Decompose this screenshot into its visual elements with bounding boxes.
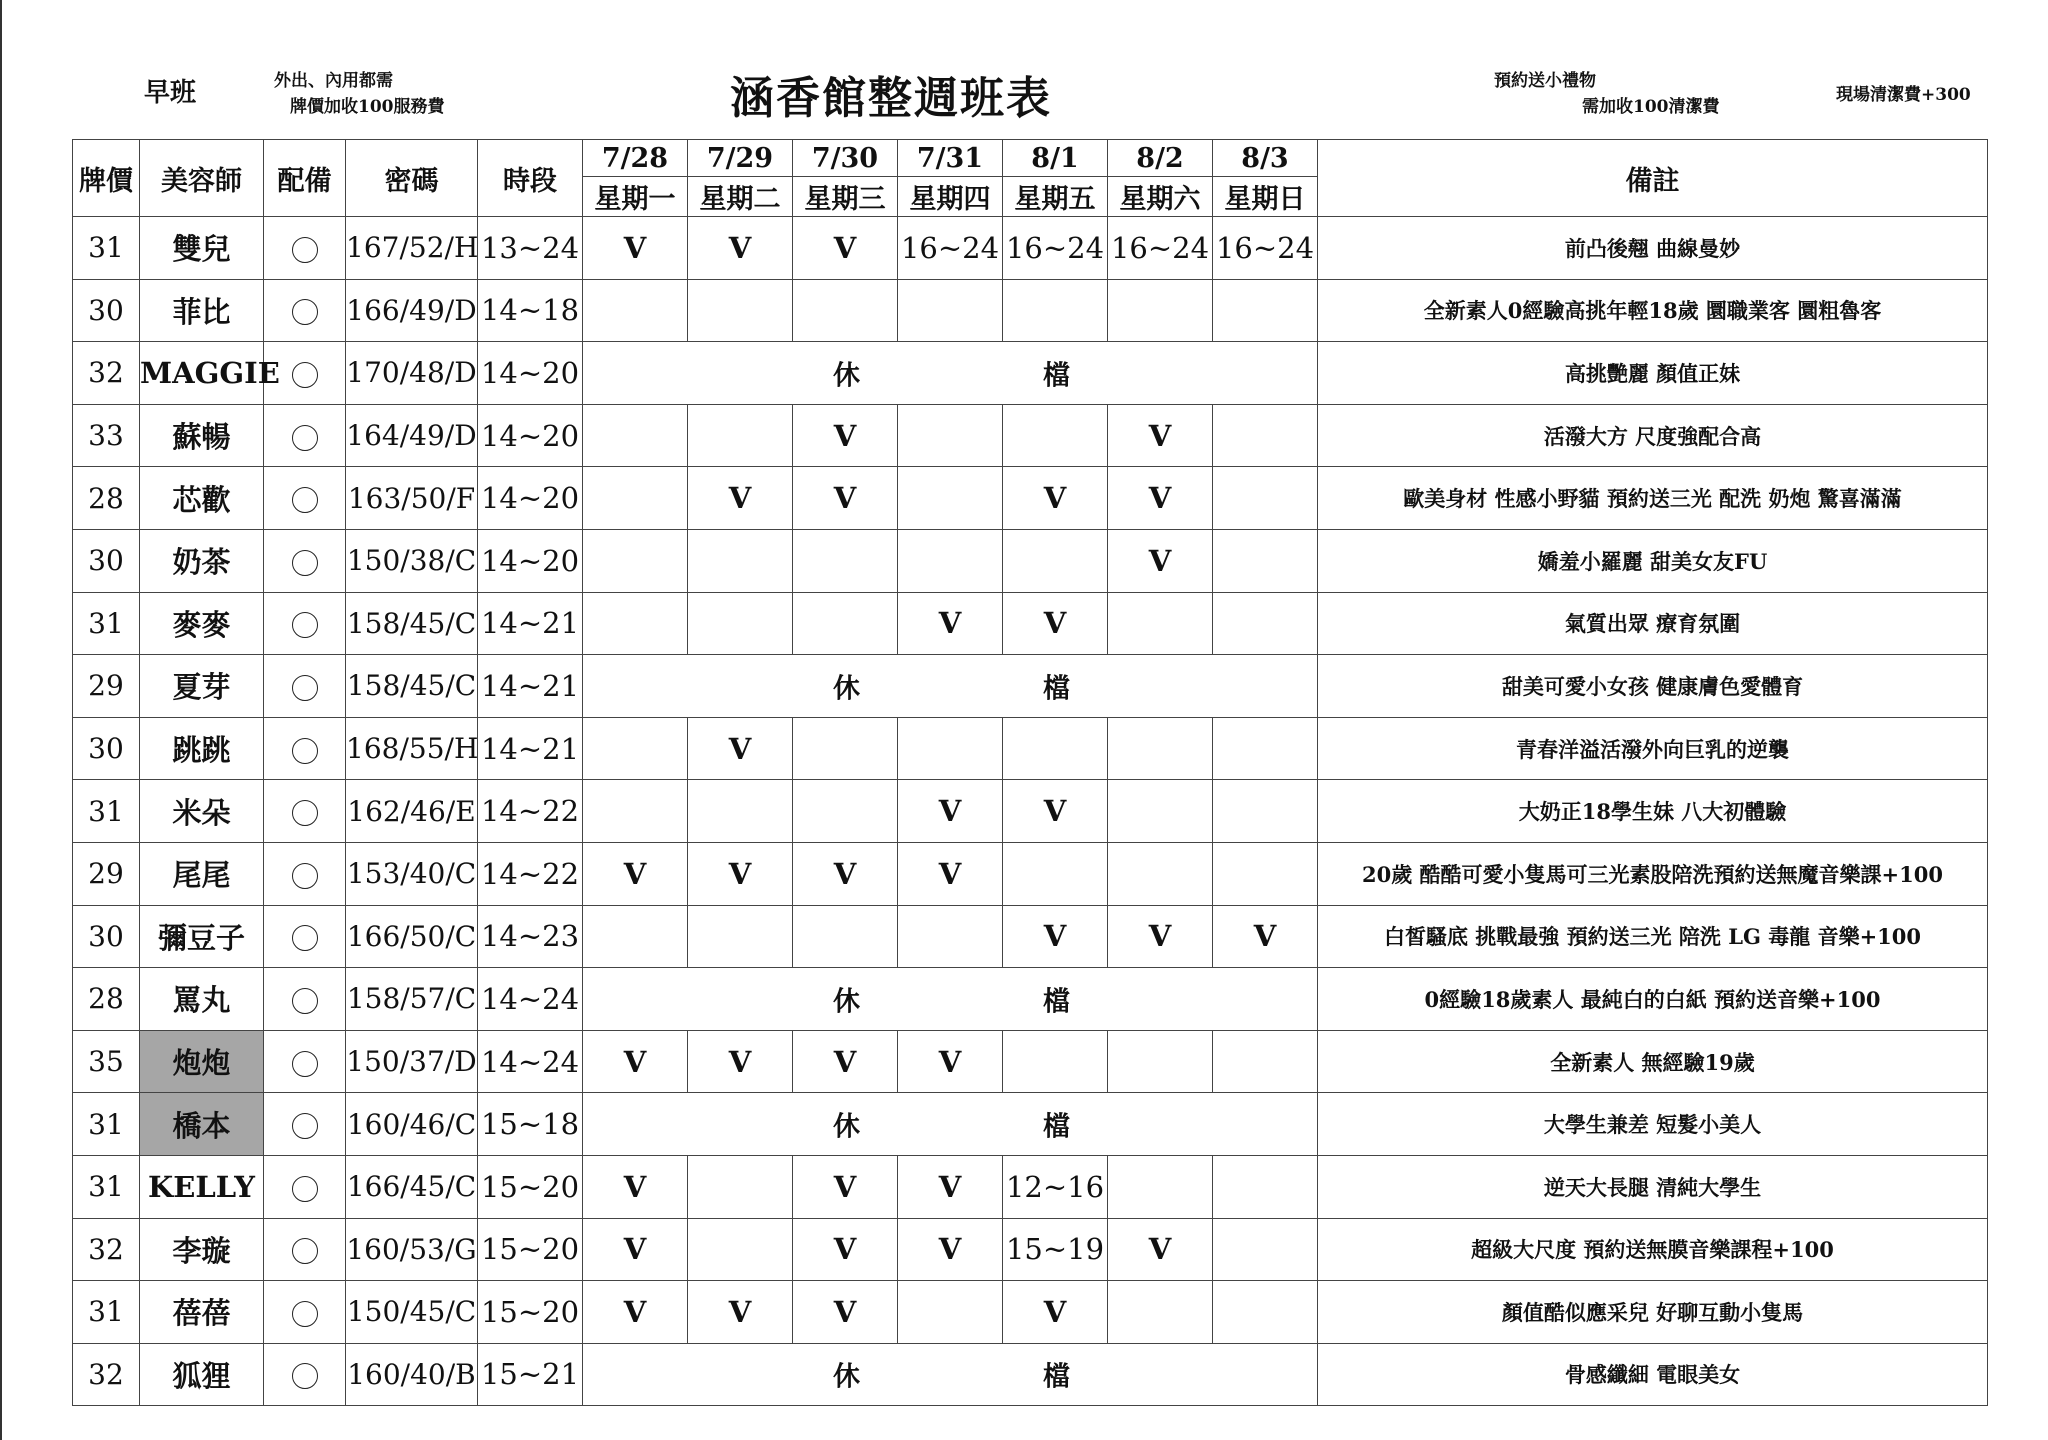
day-cell: V (898, 1218, 1003, 1281)
day-cell (1213, 592, 1318, 655)
equip-cell (264, 1343, 346, 1406)
equip-cell (264, 279, 346, 342)
day-cell (898, 279, 1003, 342)
remark-cell: 大學生兼差 短髮小美人 (1318, 1093, 1988, 1156)
price-cell: 29 (73, 842, 140, 905)
day-cell: V (898, 1030, 1003, 1093)
table-row (73, 342, 1988, 405)
slot-cell: 14~23 (478, 905, 583, 968)
header-weekday: 星期五 (1003, 177, 1108, 217)
day-cell (688, 279, 793, 342)
equip-cell (264, 780, 346, 843)
price-cell: 28 (73, 467, 140, 530)
table-row (73, 655, 1988, 718)
remark-cell: 前凸後翹 曲線曼妙 (1318, 217, 1988, 280)
day-cell (1108, 1281, 1213, 1344)
day-cell (583, 592, 688, 655)
header-weekday: 星期六 (1108, 177, 1213, 217)
equip-cell (264, 905, 346, 968)
stylist-name: 米朵 (140, 780, 264, 843)
remark-cell: 骨感纖細 電眼美女 (1318, 1343, 1988, 1406)
off-rest-label: 休 (833, 1111, 860, 1143)
table-row (73, 1218, 1988, 1281)
equip-cell (264, 968, 346, 1031)
remark-cell: 活潑大方 尺度強配合高 (1318, 404, 1988, 467)
off-rest-label: 休 (833, 986, 860, 1018)
day-cell (1213, 1281, 1318, 1344)
password-cell: 164/49/D (346, 404, 478, 467)
stylist-name: 李璇 (140, 1218, 264, 1281)
day-cell: 16~24 (898, 217, 1003, 280)
off-doc-label: 檔 (1043, 1361, 1070, 1393)
equip-circle-icon (292, 800, 318, 826)
day-cell (898, 905, 1003, 968)
password-cell: 153/40/C (346, 842, 478, 905)
remark-cell: 歐美身材 性感小野貓 預約送三光 配洗 奶炮 驚喜滿滿 (1318, 467, 1988, 530)
equip-cell (264, 1155, 346, 1218)
header-slot: 時段 (478, 140, 583, 217)
day-cell: V (688, 217, 793, 280)
table-row (73, 717, 1988, 780)
price-cell: 31 (73, 1093, 140, 1156)
table-row (73, 1155, 1988, 1218)
header-date: 8/2 (1108, 140, 1213, 177)
off-cell (583, 342, 1318, 405)
price-cell: 32 (73, 342, 140, 405)
day-cell (583, 404, 688, 467)
day-cell (1108, 1030, 1213, 1093)
stylist-name: 雙兒 (140, 217, 264, 280)
header-date: 7/29 (688, 140, 793, 177)
off-cell (583, 1093, 1318, 1156)
header-price: 牌價 (73, 140, 140, 217)
table-row (73, 1343, 1988, 1406)
equip-cell (264, 1093, 346, 1156)
equip-circle-icon (292, 1238, 318, 1264)
day-cell (1213, 404, 1318, 467)
schedule-body (73, 217, 1988, 1406)
password-cell: 158/57/C (346, 968, 478, 1031)
header-remark: 備註 (1318, 140, 1988, 217)
day-cell (1003, 279, 1108, 342)
equip-circle-icon (292, 550, 318, 576)
off-rest-label: 休 (833, 673, 860, 705)
remark-cell: 青春洋溢活潑外向巨乳的逆襲 (1318, 717, 1988, 780)
table-row (73, 467, 1988, 530)
table-row (73, 279, 1988, 342)
slot-cell: 15~18 (478, 1093, 583, 1156)
day-cell (1213, 780, 1318, 843)
header-weekday: 星期日 (1213, 177, 1318, 217)
table-row (73, 968, 1988, 1031)
day-cell: V (1003, 467, 1108, 530)
day-cell (1108, 1155, 1213, 1218)
cleaning-fee-note: 現場清潔費+300 (1836, 85, 1971, 105)
equip-circle-icon (292, 1363, 318, 1389)
table-row (73, 1093, 1988, 1156)
remark-cell: 全新素人0經驗高挑年輕18歲 圜職業客 圜粗魯客 (1318, 279, 1988, 342)
day-cell (1213, 279, 1318, 342)
gift-note-line2: 需加收100清潔費 (1582, 97, 1720, 117)
day-cell: V (793, 467, 898, 530)
slot-cell: 14~21 (478, 717, 583, 780)
stylist-name: 彌豆子 (140, 905, 264, 968)
stylist-name: 跳跳 (140, 717, 264, 780)
header-equip: 配備 (264, 140, 346, 217)
header-weekday: 星期二 (688, 177, 793, 217)
day-cell: V (688, 1030, 793, 1093)
header-weekday: 星期四 (898, 177, 1003, 217)
equip-circle-icon (292, 738, 318, 764)
day-cell (898, 1281, 1003, 1344)
off-cell (583, 1343, 1318, 1406)
equip-cell (264, 717, 346, 780)
day-cell (1213, 1030, 1318, 1093)
password-cell: 167/52/H (346, 217, 478, 280)
day-cell (688, 404, 793, 467)
stylist-name: 橋本 (140, 1093, 264, 1156)
table-row (73, 842, 1988, 905)
day-cell: V (898, 842, 1003, 905)
off-doc-label: 檔 (1043, 1111, 1070, 1143)
stylist-name: KELLY (140, 1155, 264, 1218)
slot-cell: 15~20 (478, 1218, 583, 1281)
day-cell: 12~16 (1003, 1155, 1108, 1218)
equip-cell (264, 842, 346, 905)
day-cell: V (898, 1155, 1003, 1218)
schedule-table (72, 139, 1988, 1406)
day-cell: V (1003, 780, 1108, 843)
slot-cell: 14~20 (478, 404, 583, 467)
day-cell: V (583, 1030, 688, 1093)
day-cell: V (793, 1218, 898, 1281)
equip-circle-icon (292, 1051, 318, 1077)
stylist-name: 罵丸 (140, 968, 264, 1031)
day-cell: V (1003, 592, 1108, 655)
day-cell: V (583, 217, 688, 280)
equip-circle-icon (292, 1176, 318, 1202)
day-cell: 16~24 (1003, 217, 1108, 280)
table-row (73, 529, 1988, 592)
stylist-name: 尾尾 (140, 842, 264, 905)
table-row (73, 217, 1988, 280)
remark-cell: 氣質出眾 療育氛圍 (1318, 592, 1988, 655)
password-cell: 162/46/E (346, 780, 478, 843)
password-cell: 170/48/D (346, 342, 478, 405)
remark-cell: 甜美可愛小女孩 健康膚色愛體育 (1318, 655, 1988, 718)
header-date: 7/28 (583, 140, 688, 177)
day-cell (898, 404, 1003, 467)
equip-circle-icon (292, 299, 318, 325)
price-cell: 31 (73, 780, 140, 843)
day-cell (793, 780, 898, 843)
day-cell: V (1003, 905, 1108, 968)
off-doc-label: 檔 (1043, 360, 1070, 392)
day-cell: V (583, 1281, 688, 1344)
day-cell (1003, 404, 1108, 467)
slot-cell: 14~20 (478, 342, 583, 405)
day-cell (793, 592, 898, 655)
day-cell: V (793, 842, 898, 905)
off-label (583, 655, 1317, 717)
equip-circle-icon (292, 487, 318, 513)
slot-cell: 14~20 (478, 467, 583, 530)
day-cell (1213, 1218, 1318, 1281)
off-rest-label: 休 (833, 360, 860, 392)
password-cell: 160/46/C (346, 1093, 478, 1156)
stylist-name: 芯歡 (140, 467, 264, 530)
price-cell: 31 (73, 217, 140, 280)
slot-cell: 15~21 (478, 1343, 583, 1406)
stylist-name: 蓓蓓 (140, 1281, 264, 1344)
remark-cell: 逆天大長腿 清純大學生 (1318, 1155, 1988, 1218)
off-label (583, 1344, 1317, 1406)
password-cell: 158/45/C (346, 655, 478, 718)
day-cell: V (793, 1281, 898, 1344)
off-label (583, 1093, 1317, 1155)
price-cell: 31 (73, 1155, 140, 1218)
day-cell (1213, 717, 1318, 780)
day-cell (688, 780, 793, 843)
password-cell: 150/38/C (346, 529, 478, 592)
day-cell: V (1213, 905, 1318, 968)
price-cell: 32 (73, 1343, 140, 1406)
remark-cell: 高挑艷麗 顏值正妹 (1318, 342, 1988, 405)
off-label (583, 968, 1317, 1030)
day-cell (898, 717, 1003, 780)
stylist-name: 麥麥 (140, 592, 264, 655)
equip-cell (264, 404, 346, 467)
header-weekday: 星期三 (793, 177, 898, 217)
off-cell (583, 968, 1318, 1031)
day-cell (583, 529, 688, 592)
day-cell: V (793, 1155, 898, 1218)
password-cell: 166/49/D (346, 279, 478, 342)
password-cell: 160/40/B (346, 1343, 478, 1406)
day-cell: V (793, 1030, 898, 1093)
equip-circle-icon (292, 1113, 318, 1139)
day-cell (688, 1218, 793, 1281)
day-cell (1108, 592, 1213, 655)
password-cell: 168/55/H (346, 717, 478, 780)
day-cell (793, 905, 898, 968)
stylist-name: 夏芽 (140, 655, 264, 718)
day-cell (1108, 842, 1213, 905)
day-cell: 15~19 (1003, 1218, 1108, 1281)
stylist-name: 炮炮 (140, 1030, 264, 1093)
header-date: 8/3 (1213, 140, 1318, 177)
equip-cell (264, 467, 346, 530)
day-cell (793, 279, 898, 342)
remark-cell: 全新素人 無經驗19歲 (1318, 1030, 1988, 1093)
day-cell: V (688, 467, 793, 530)
day-cell: V (688, 1281, 793, 1344)
equip-circle-icon (292, 425, 318, 451)
remark-cell: 超級大尺度 預約送無膜音樂課程+100 (1318, 1218, 1988, 1281)
equip-circle-icon (292, 1301, 318, 1327)
day-cell (1213, 1155, 1318, 1218)
price-cell: 28 (73, 968, 140, 1031)
day-cell (583, 905, 688, 968)
day-cell: 16~24 (1213, 217, 1318, 280)
password-cell: 166/50/C (346, 905, 478, 968)
header-stylist: 美容師 (140, 140, 264, 217)
price-cell: 35 (73, 1030, 140, 1093)
stylist-name: 狐狸 (140, 1343, 264, 1406)
day-cell (898, 467, 1003, 530)
day-cell (1213, 842, 1318, 905)
day-cell (583, 279, 688, 342)
day-cell (793, 529, 898, 592)
day-cell (1108, 279, 1213, 342)
price-cell: 30 (73, 717, 140, 780)
day-cell (1003, 842, 1108, 905)
equip-cell (264, 592, 346, 655)
price-cell: 31 (73, 1281, 140, 1344)
remark-cell: 嬌羞小羅麗 甜美女友FU (1318, 529, 1988, 592)
day-cell: V (1108, 404, 1213, 467)
slot-cell: 15~20 (478, 1281, 583, 1344)
day-cell: V (583, 1155, 688, 1218)
equip-cell (264, 655, 346, 718)
equip-cell (264, 529, 346, 592)
price-cell: 33 (73, 404, 140, 467)
password-cell: 150/37/D (346, 1030, 478, 1093)
password-cell: 166/45/C (346, 1155, 478, 1218)
day-cell (1003, 1030, 1108, 1093)
price-cell: 30 (73, 529, 140, 592)
header-date: 7/31 (898, 140, 1003, 177)
header-date: 8/1 (1003, 140, 1108, 177)
slot-cell: 14~22 (478, 842, 583, 905)
day-cell: V (793, 217, 898, 280)
price-cell: 30 (73, 905, 140, 968)
equip-circle-icon (292, 863, 318, 889)
table-row (73, 1281, 1988, 1344)
day-cell: V (898, 592, 1003, 655)
equip-cell (264, 1281, 346, 1344)
day-cell (688, 529, 793, 592)
day-cell: V (1108, 467, 1213, 530)
equip-circle-icon (292, 925, 318, 951)
shift-label: 早班 (144, 78, 197, 108)
day-cell: V (898, 780, 1003, 843)
price-cell: 32 (73, 1218, 140, 1281)
password-cell: 163/50/F (346, 467, 478, 530)
slot-cell: 15~20 (478, 1155, 583, 1218)
day-cell: V (1108, 905, 1213, 968)
gift-note-line1: 預約送小禮物 (1494, 71, 1596, 91)
table-row (73, 780, 1988, 843)
day-cell (1213, 467, 1318, 530)
service-fee-note-line2: 牌價加收100服務費 (290, 97, 445, 117)
stylist-name: 蘇暢 (140, 404, 264, 467)
day-cell: V (1108, 529, 1213, 592)
day-cell: V (583, 1218, 688, 1281)
equip-circle-icon (292, 362, 318, 388)
day-cell: 16~24 (1108, 217, 1213, 280)
day-cell (583, 467, 688, 530)
equip-cell (264, 217, 346, 280)
day-cell: V (688, 842, 793, 905)
day-cell (1108, 780, 1213, 843)
day-cell: V (1003, 1281, 1108, 1344)
remark-cell: 白皙騷底 挑戰最強 預約送三光 陪洗 LG 毒龍 音樂+100 (1318, 905, 1988, 968)
price-cell: 30 (73, 279, 140, 342)
remark-cell: 0經驗18歲素人 最純白的白紙 預約送音樂+100 (1318, 968, 1988, 1031)
off-doc-label: 檔 (1043, 673, 1070, 705)
off-cell (583, 655, 1318, 718)
day-cell: V (793, 404, 898, 467)
password-cell: 160/53/G (346, 1218, 478, 1281)
header-date: 7/30 (793, 140, 898, 177)
slot-cell: 14~20 (478, 529, 583, 592)
password-cell: 150/45/C (346, 1281, 478, 1344)
day-cell (688, 592, 793, 655)
equip-cell (264, 1030, 346, 1093)
slot-cell: 14~24 (478, 968, 583, 1031)
table-row (73, 1030, 1988, 1093)
day-cell (1003, 717, 1108, 780)
stylist-name: 奶茶 (140, 529, 264, 592)
equip-circle-icon (292, 237, 318, 263)
price-cell: 31 (73, 592, 140, 655)
day-cell (583, 780, 688, 843)
page-title: 涵香館整週班表 (730, 73, 1052, 124)
day-cell (688, 905, 793, 968)
equip-circle-icon (292, 675, 318, 701)
off-label (583, 342, 1317, 404)
slot-cell: 14~21 (478, 655, 583, 718)
day-cell (1003, 529, 1108, 592)
day-cell (793, 717, 898, 780)
stylist-name: 菲比 (140, 279, 264, 342)
off-doc-label: 檔 (1043, 986, 1070, 1018)
day-cell: V (688, 717, 793, 780)
stylist-name: MAGGIE (140, 342, 264, 405)
slot-cell: 14~22 (478, 780, 583, 843)
day-cell (1108, 717, 1213, 780)
day-cell (898, 529, 1003, 592)
remark-cell: 20歲 酷酷可愛小隻馬可三光素股陪洗預約送無魔音樂課+100 (1318, 842, 1988, 905)
slot-cell: 14~21 (478, 592, 583, 655)
password-cell: 158/45/C (346, 592, 478, 655)
equip-circle-icon (292, 988, 318, 1014)
equip-cell (264, 1218, 346, 1281)
price-cell: 29 (73, 655, 140, 718)
service-fee-note-line1: 外出、內用都需 (274, 71, 393, 91)
table-row (73, 592, 1988, 655)
header-password: 密碼 (346, 140, 478, 217)
table-row (73, 404, 1988, 467)
day-cell (583, 717, 688, 780)
table-row (73, 905, 1988, 968)
remark-cell: 顏值酷似應采兒 好聊互動小隻馬 (1318, 1281, 1988, 1344)
remark-cell: 大奶正18學生妹 八大初體驗 (1318, 780, 1988, 843)
day-cell: V (583, 842, 688, 905)
day-cell (1213, 529, 1318, 592)
slot-cell: 13~24 (478, 217, 583, 280)
slot-cell: 14~18 (478, 279, 583, 342)
slot-cell: 14~24 (478, 1030, 583, 1093)
header-weekday: 星期一 (583, 177, 688, 217)
equip-circle-icon (292, 612, 318, 638)
day-cell: V (1108, 1218, 1213, 1281)
off-rest-label: 休 (833, 1361, 860, 1393)
day-cell (688, 1155, 793, 1218)
